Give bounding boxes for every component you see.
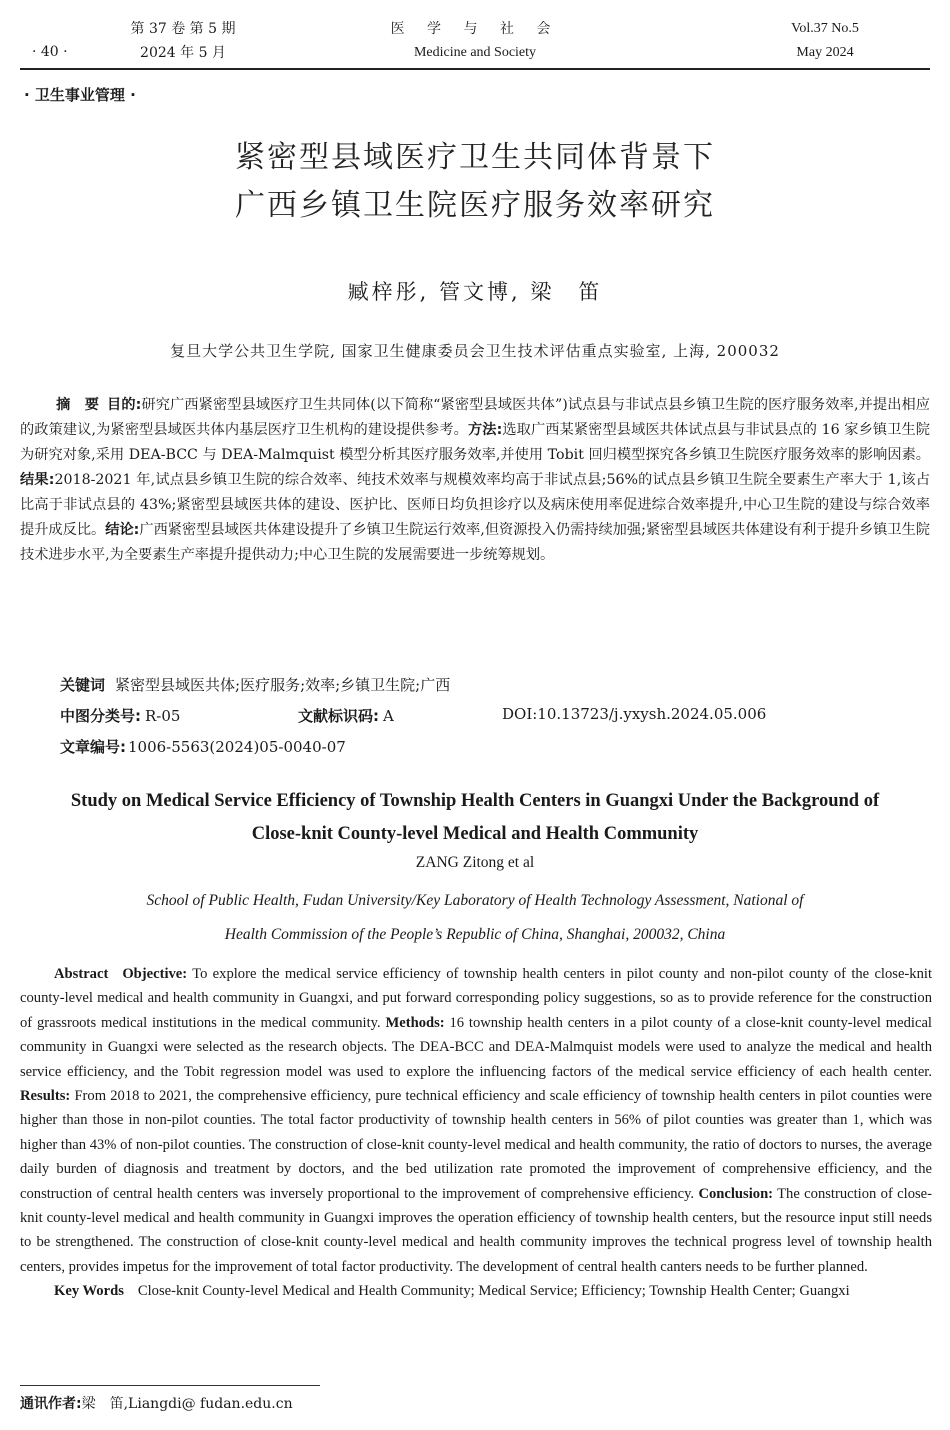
clc-label: 中图分类号:: [60, 707, 141, 725]
objective-zh-label: 目的:: [107, 397, 142, 413]
affiliation-en: [0, 884, 950, 952]
abstract-en: [20, 962, 932, 1304]
results-zh-text: 2018-2021 年,试点县乡镇卫生院的综合效率、纯技术效率与规模效率均高于非试点县;56%的试点县乡镇卫生院全要素生产率大于 1,该占比高于非试点县的 43%;紧密型县域医共体的建设、医护比、医师日均负担诊疗以及病床使用率促进综合效率提升,中心卫生院的建设与综合效率提升成反比。: [20, 472, 931, 538]
keywords-en-label: Key Words: [54, 1283, 124, 1300]
keywords-zh-value: 紧密型县域医共体;医疗服务;效率;乡镇卫生院;广西: [115, 676, 451, 694]
objective-zh-text: 研究广西紧密型县域医疗卫生共同体(以下简称“紧密型县域医共体”)试点县与非试点县乡镇卫生院的医疗服务效率,并提出相应的政策建议,为紧密型县域医共体内基层医疗卫生机构的建设提供参考。: [20, 397, 930, 438]
doi: DOI:10.13723/j.yxysh.2024.05.006: [502, 705, 767, 723]
conclusion-zh-text: 广西紧密型县域医共体建设提升了乡镇卫生院运行效率,但资源投入仍需持续加强;紧密型县域医共体建设有利于提升乡镇卫生院技术进步水平,为全要素生产率提升提供动力;中心卫生院的发展需要进一步统筹规划。: [20, 522, 930, 563]
title-line-2: 广西乡镇卫生院医疗服务效率研究: [235, 188, 715, 223]
footnote-rule: [20, 1385, 320, 1386]
footnote: [20, 1393, 293, 1413]
header-left: [118, 17, 248, 65]
methods-zh-label: 方法:: [467, 422, 503, 438]
volume-en: Vol.37 No.5: [791, 21, 859, 36]
results-en-label: Results:: [20, 1088, 71, 1105]
header-rule: [20, 68, 930, 70]
volume-zh: 第 37 卷 第 5 期: [130, 21, 236, 37]
conclusion-zh-label: 结论:: [105, 522, 140, 538]
results-zh-label: 结果:: [20, 472, 55, 488]
title-en: [0, 785, 950, 851]
page-number: · 40 ·: [32, 44, 68, 60]
keywords-zh: [60, 674, 450, 695]
doc-code-line: [298, 705, 394, 726]
abstract-en-label: Abstract: [54, 966, 109, 982]
title-line-1: 紧密型县域医疗卫生共同体背景下: [235, 140, 715, 175]
objective-en-text: To explore the medical service efficiency of township health centers in pilot county and non-pilot county of the close-knit county-level medical and health community in Guangxi, and put forward corresponding policy suggestions, so as to provide reference for the construction of grassroots medical institutions in the medical community.: [20, 966, 932, 1031]
doc-code-label: 文献标识码:: [298, 707, 379, 725]
footnote-value: 梁 笛,Liangdi@ fudan.edu.cn: [81, 1396, 293, 1412]
conclusion-en-text: The construction of close-knit county-level medical and health community in Guangxi improves the operation efficiency of township health centers, but the resource input still needs to be strengthened. The construction of close-knit county-level medical and health community improves the technical progress level of township health centers, provides impetus for the improvement of total factor productivity. The development of central health canters needs to be further planned.: [20, 1185, 933, 1275]
affiliation-en-line-2: Health Commission of the People’s Republic of China, Shanghai, 200032, China: [224, 926, 726, 943]
abstract-zh: [20, 393, 930, 568]
keywords-en: [20, 1279, 932, 1303]
title-en-line-2: Close-knit County-level Medical and Health Community: [251, 824, 699, 844]
methods-zh-text: 选取广西某紧密型县域医共体试点县与非试县点的 16 家乡镇卫生院为研究对象,采用 DEA-BCC 与 DEA-Malmquist 模型分析其医疗服务效率,并使用 Tobit 回归模型探究各乡镇卫生院医疗服务效率的影响因素。: [20, 422, 930, 463]
abstract-zh-label: 摘 要: [56, 397, 100, 413]
objective-en-label: Objective:: [122, 966, 188, 982]
header-center: [375, 17, 575, 65]
methods-en-label: Methods:: [385, 1014, 445, 1031]
section-label: · 卫生事业管理 ·: [24, 86, 136, 104]
date-zh: 2024 年 5 月: [140, 45, 226, 61]
conclusion-en-label: Conclusion:: [698, 1185, 774, 1202]
methods-en-text: 16 township health centers in a pilot county of a close-knit county-level medical community in Guangxi were selected as the research objects. The DEA-BCC and DEA-Malmquist models were used to analyze the medical and health service efficiency, and the Tobit regression model was used to explore the influencing factors of the medical service efficiency of each health center.: [20, 1014, 932, 1080]
journal-name-en: Medicine and Society: [413, 45, 537, 60]
results-en-text: From 2018 to 2021, the comprehensive efficiency, pure technical efficiency and scale efficiency of township health centers in pilot counties were higher than those in non-pilot counties. The total factor productivity of township health centers in 56% of pilot counties was greater than 1, which was higher than 43% of non-pilot counties. The construction of close-knit county-level medical and health community, the ratio of doctors to nurses, the average daily burden of diagnosis and treatment by doctors, and the bed utilization rate promoted the improvement of comprehensive efficiency, and the construction of central health centers was inversely proportional to the improvement of comprehensive efficiency.: [20, 1088, 932, 1202]
journal-name-zh: 医 学 与 社 会: [390, 21, 560, 37]
affiliation: 复旦大学公共卫生学院, 国家卫生健康委员会卫生技术评估重点实验室, 上海, 200032: [170, 342, 780, 360]
clc-value: R-05: [145, 707, 181, 725]
title-en-line-1: Study on Medical Service Efficiency of Township Health Centers in Guangxi Under the Background of: [70, 791, 880, 811]
clc-line: [60, 705, 180, 726]
affiliation-en-line-1: School of Public Health, Fudan University/Key Laboratory of Health Technology Assessment, National of: [146, 892, 804, 909]
footnote-label: 通讯作者:: [20, 1396, 82, 1412]
date-en: May 2024: [796, 45, 854, 60]
author-en: ZANG Zitong et al: [415, 854, 535, 871]
doc-code-value: A: [383, 707, 394, 725]
keywords-en-value: Close-knit County-level Medical and Health Community; Medical Service; Efficiency; Township Health Center; Guangxi: [137, 1283, 850, 1300]
authors: 臧梓彤, 管文博, 梁 笛: [347, 280, 603, 304]
header-right: [760, 17, 890, 65]
keywords-zh-label: 关键词: [60, 676, 106, 694]
article-number-line: [60, 736, 346, 757]
page-title: [0, 134, 950, 230]
article-number-label: 文章编号:: [60, 738, 126, 756]
article-number-value: 1006-5563(2024)05-0040-07: [128, 738, 346, 756]
